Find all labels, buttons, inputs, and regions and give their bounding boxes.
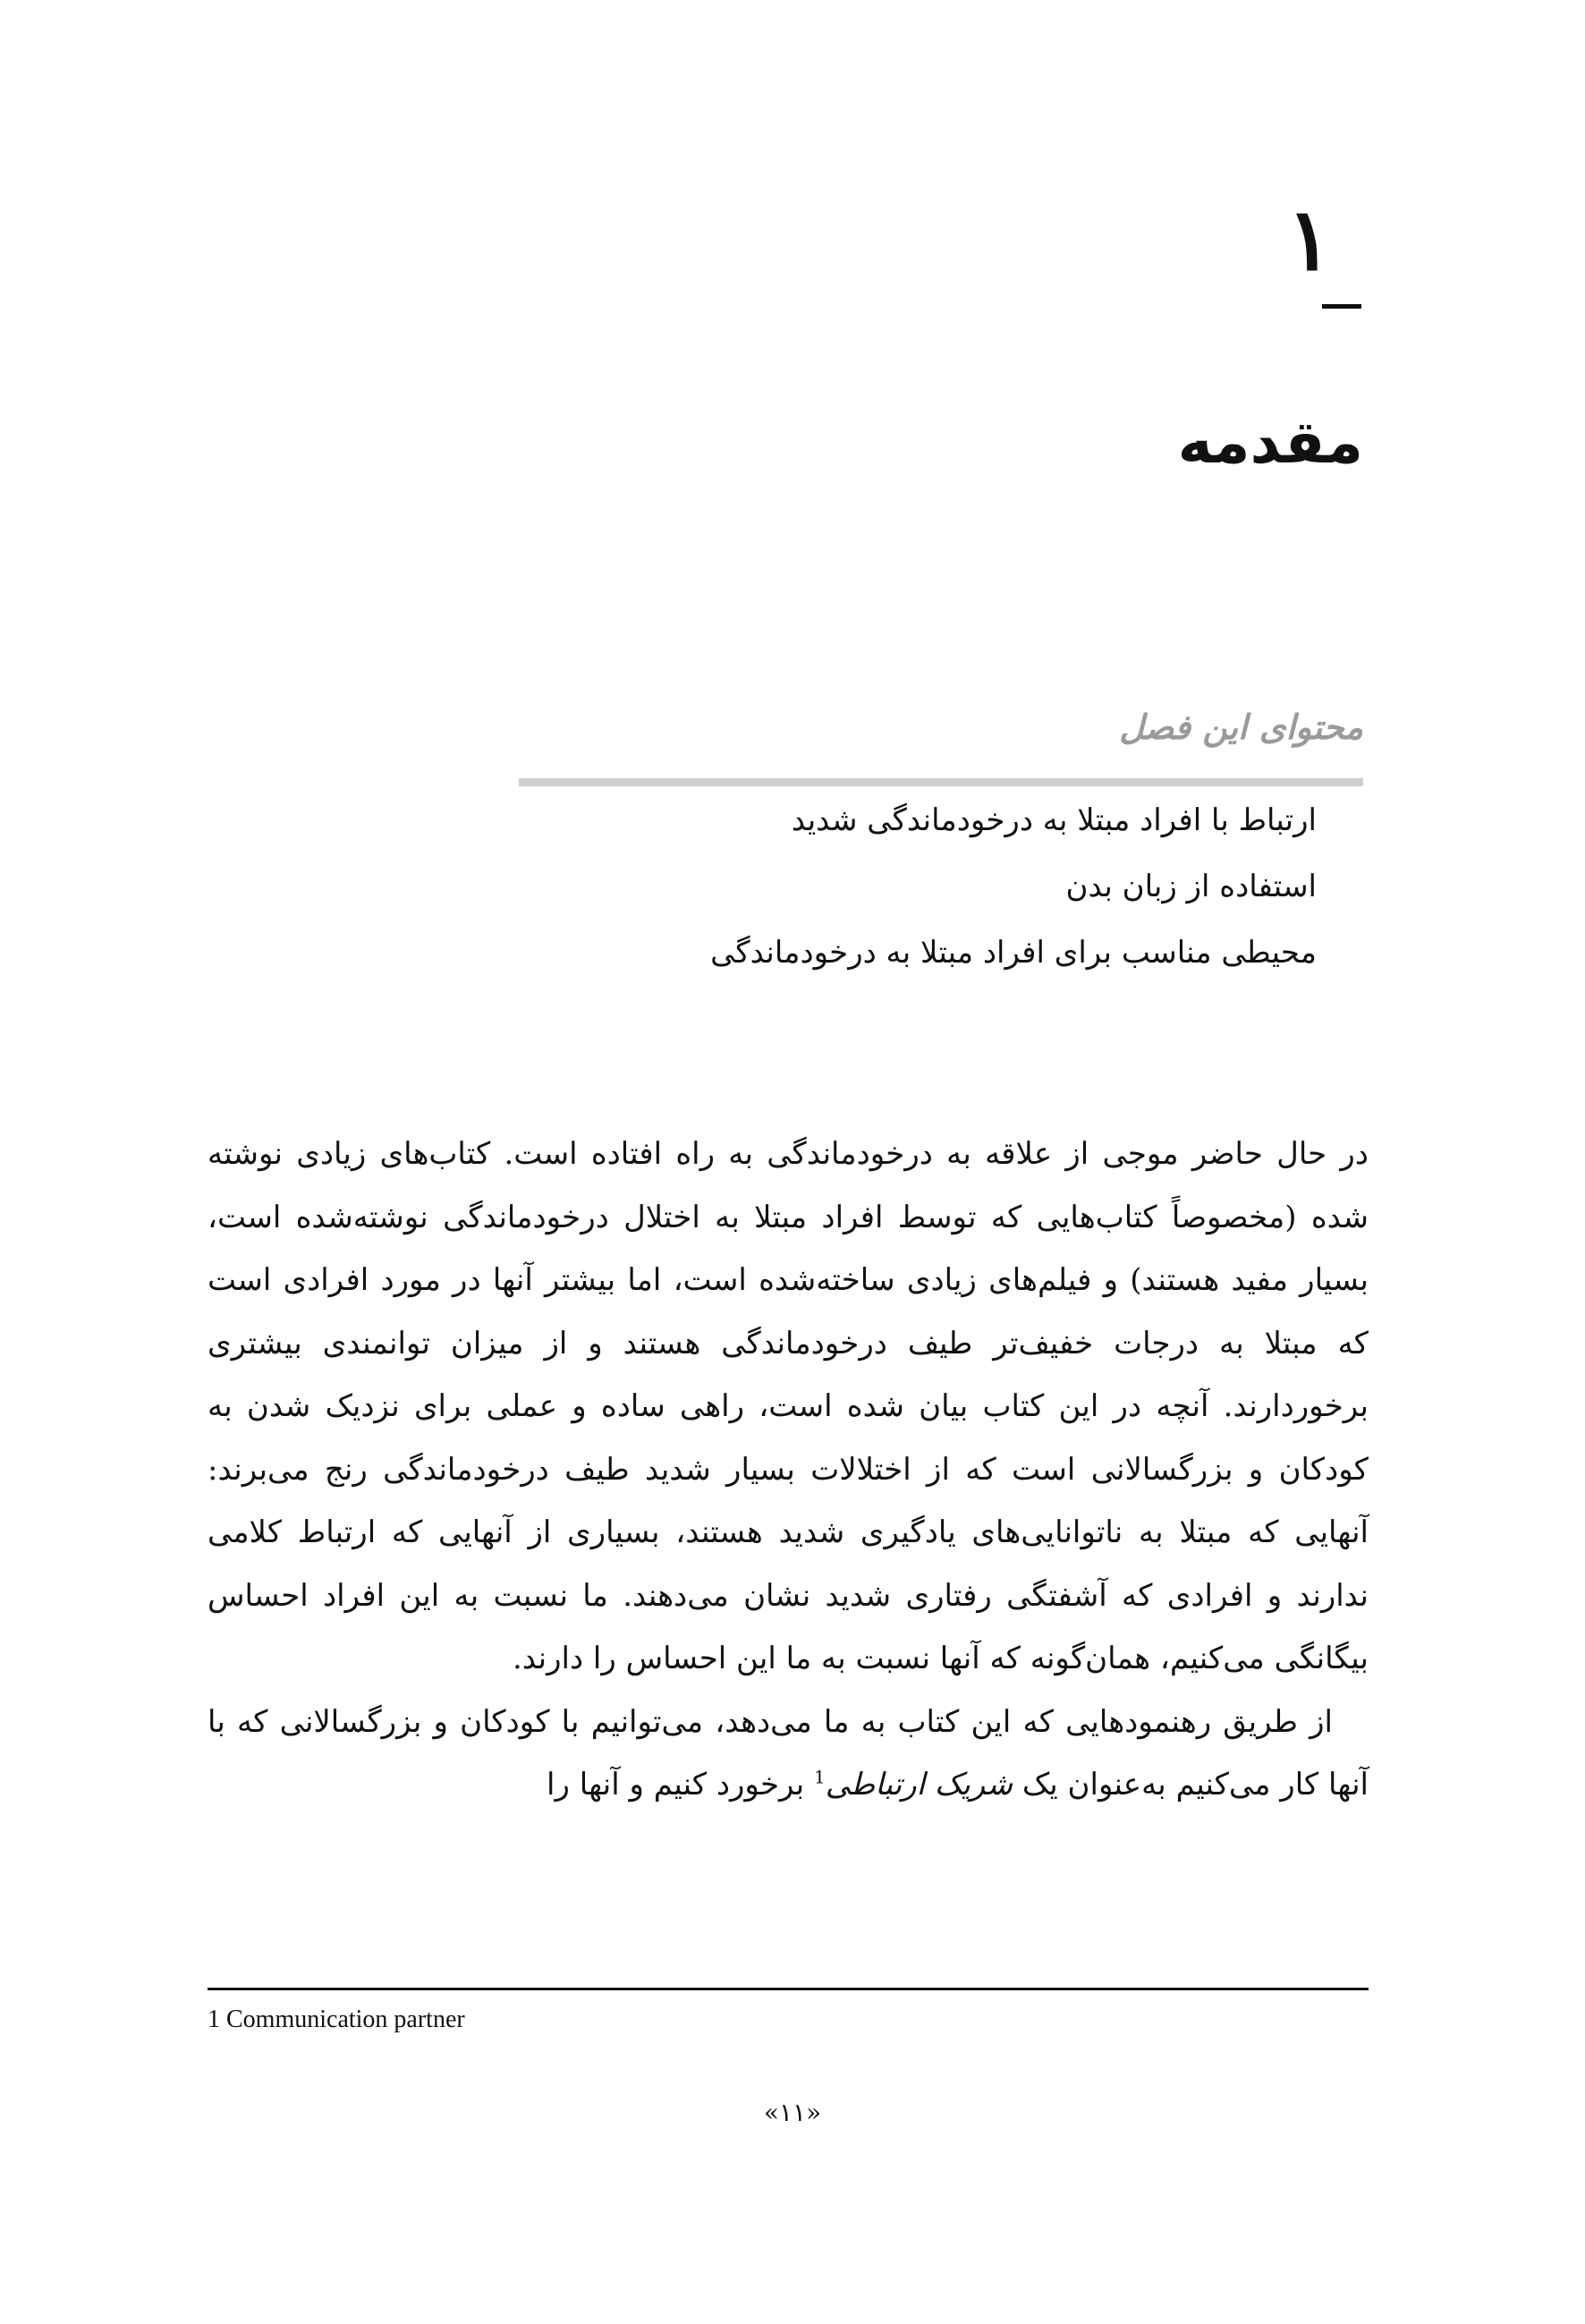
footnote: 1 Communication partner (208, 2006, 465, 2033)
chapter-contents-item: ارتباط با افراد مبتلا به درخودماندگی شدید (791, 802, 1317, 838)
footnote-divider (208, 1988, 1369, 1990)
chapter-contents-heading: محتوای این فصل (1119, 707, 1363, 747)
body-text (208, 1123, 1369, 1817)
chapter-contents-item: استفاده از زبان بدن (1065, 869, 1317, 904)
paragraph-text: برخورد کنیم و آنها را (547, 1767, 815, 1802)
chapter-contents-divider (519, 778, 1363, 786)
paragraph-text: از طریق رهنمودهایی که این کتاب به ما می‌دهد، می‌توانیم با کودکان و بزرگسالانی که با آنها کار می‌کنیم به‌عنوان یک (208, 1703, 1369, 1802)
chapter-title: مقدمه (1177, 408, 1363, 477)
chapter-number: ۱ (1286, 189, 1333, 290)
chapter-number-underline (1322, 304, 1361, 309)
footnote-marker: 1 (814, 1766, 826, 1788)
chapter-contents-list (512, 787, 1317, 986)
italic-term: شریک ارتباطی (825, 1767, 1013, 1802)
chapter-contents-item: محیطی مناسب برای افراد مبتلا به درخودماندگی (710, 935, 1317, 971)
page-number: «۱۱» (763, 2098, 822, 2127)
body-paragraph: در حال حاضر موجی از علاقه به درخودماندگی به راه افتاده است. کتاب‌های زیادی نوشته شده (مخصوصاً کتاب‌هایی که توسط افراد مبتلا به اختلال درخودماندگی نوشته‌شده است، بسیار مفید هستند) و فیلم‌های زیادی ساخته‌شده است، اما بیشتر آنها در مورد افرادی است که مبتلا به درجات خفیف‌تر طیف درخودماندگی هستند و از میزان توانمندی بیشتری برخوردارند. آنچه در این کتاب بیان شده است، راهی ساده و عملی برای نزدیک شدن به کودکان و بزرگسالانی است که از اختلالات بسیار شدید طیف درخودماندگی رنج می‌برند: آنهایی که مبتلا به ناتوانایی‌های یادگیری شدید هستند، بسیاری از آنهایی که ارتباط کلامی ندارند و افرادی که آشفتگی رفتاری شدید نشان می‌دهند. ما نسبت به این افراد احساس بیگانگی می‌کنیم، همان‌گونه که آنها نسبت به ما این احساس را دارند. (208, 1136, 1369, 1676)
body-paragraph (208, 1691, 1369, 1817)
